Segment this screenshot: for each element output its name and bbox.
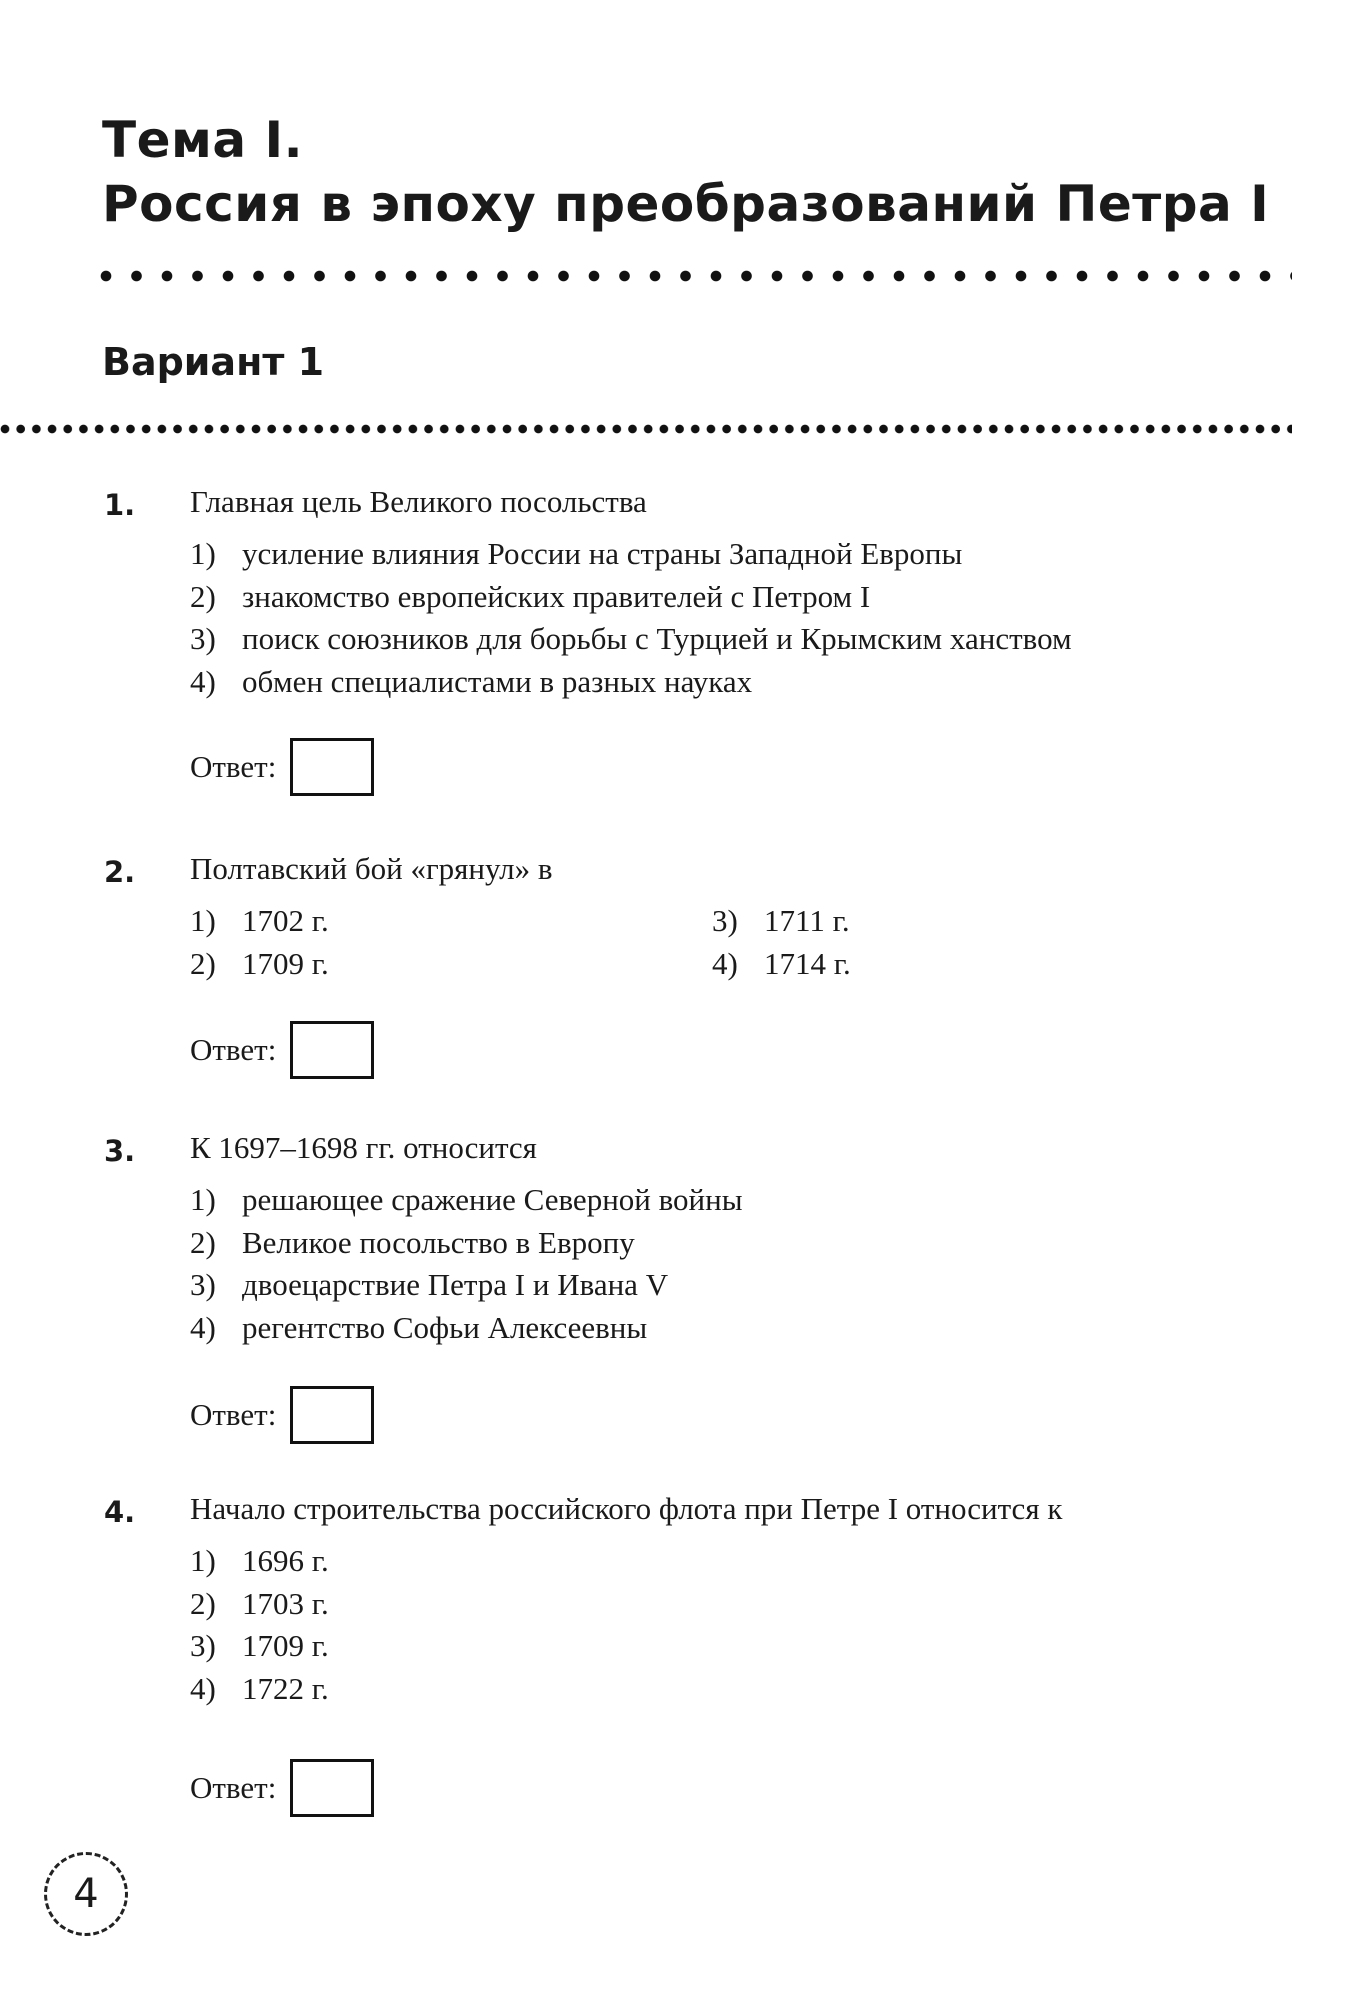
answer-row <box>190 1386 374 1444</box>
question-number: 3. <box>104 1134 136 1168</box>
option[interactable]: 3) поиск союзников для борьбы с Турцией и Крымским ханством <box>190 621 1072 656</box>
page-number: 4 <box>44 1852 128 1936</box>
option[interactable]: 4) 1714 г. <box>712 945 851 981</box>
option[interactable]: 3) 1711 г. <box>712 903 850 938</box>
option[interactable]: 4) регентство Софьи Алексеевны <box>190 1309 648 1345</box>
answer-label: Ответ: <box>190 1032 277 1067</box>
option[interactable]: 1) 1696 г. <box>190 1543 329 1578</box>
option[interactable]: 3) 1709 г. <box>190 1628 329 1663</box>
option[interactable]: 2) 1703 г. <box>190 1585 329 1621</box>
dotted-divider-large <box>100 270 1292 282</box>
option-list <box>190 1179 743 1349</box>
option[interactable]: 4) обмен специалистами в разных науках <box>190 663 753 699</box>
option[interactable]: 2) Великое посольство в Европу <box>190 1224 635 1260</box>
option[interactable]: 1) решающее сражение Северной войны <box>190 1182 743 1217</box>
option[interactable]: 1) 1702 г. <box>190 903 329 938</box>
answer-box[interactable] <box>290 1759 374 1817</box>
answer-row <box>190 1021 374 1079</box>
option-list <box>190 533 1072 703</box>
dotted-divider-small <box>0 424 1292 434</box>
topic-heading <box>102 108 1269 236</box>
answer-box[interactable] <box>290 1021 374 1079</box>
variant-heading: Вариант 1 <box>102 340 325 384</box>
question-number: 1. <box>104 488 136 522</box>
question-number: 4. <box>104 1495 136 1529</box>
question-text: Полтавский бой «грянул» в <box>190 851 553 886</box>
answer-row <box>190 1759 374 1817</box>
option[interactable]: 1) усиление влияния России на страны Западной Европы <box>190 536 963 571</box>
answer-row <box>190 738 374 796</box>
question-number: 2. <box>104 855 136 889</box>
option[interactable]: 2) 1709 г. <box>190 945 329 981</box>
answer-label: Ответ: <box>190 749 277 784</box>
option[interactable]: 2) знакомство европейских правителей с Петром I <box>190 578 871 614</box>
option-list <box>190 900 1012 985</box>
option[interactable]: 3) двоецарствие Петра I и Ивана V <box>190 1267 669 1302</box>
option-list <box>190 1540 329 1710</box>
question-text: Главная цель Великого посольства <box>190 484 647 519</box>
question-text: К 1697–1698 гг. относится <box>190 1130 537 1165</box>
answer-box[interactable] <box>290 738 374 796</box>
topic-title: Россия в эпоху преобразований Петра I <box>102 175 1270 233</box>
option[interactable]: 4) 1722 г. <box>190 1670 329 1706</box>
question-text: Начало строительства российского флота при Петре I относится к <box>190 1491 1063 1526</box>
topic-line: Тема I. <box>102 111 304 169</box>
answer-label: Ответ: <box>190 1397 277 1432</box>
answer-label: Ответ: <box>190 1770 277 1805</box>
answer-box[interactable] <box>290 1386 374 1444</box>
